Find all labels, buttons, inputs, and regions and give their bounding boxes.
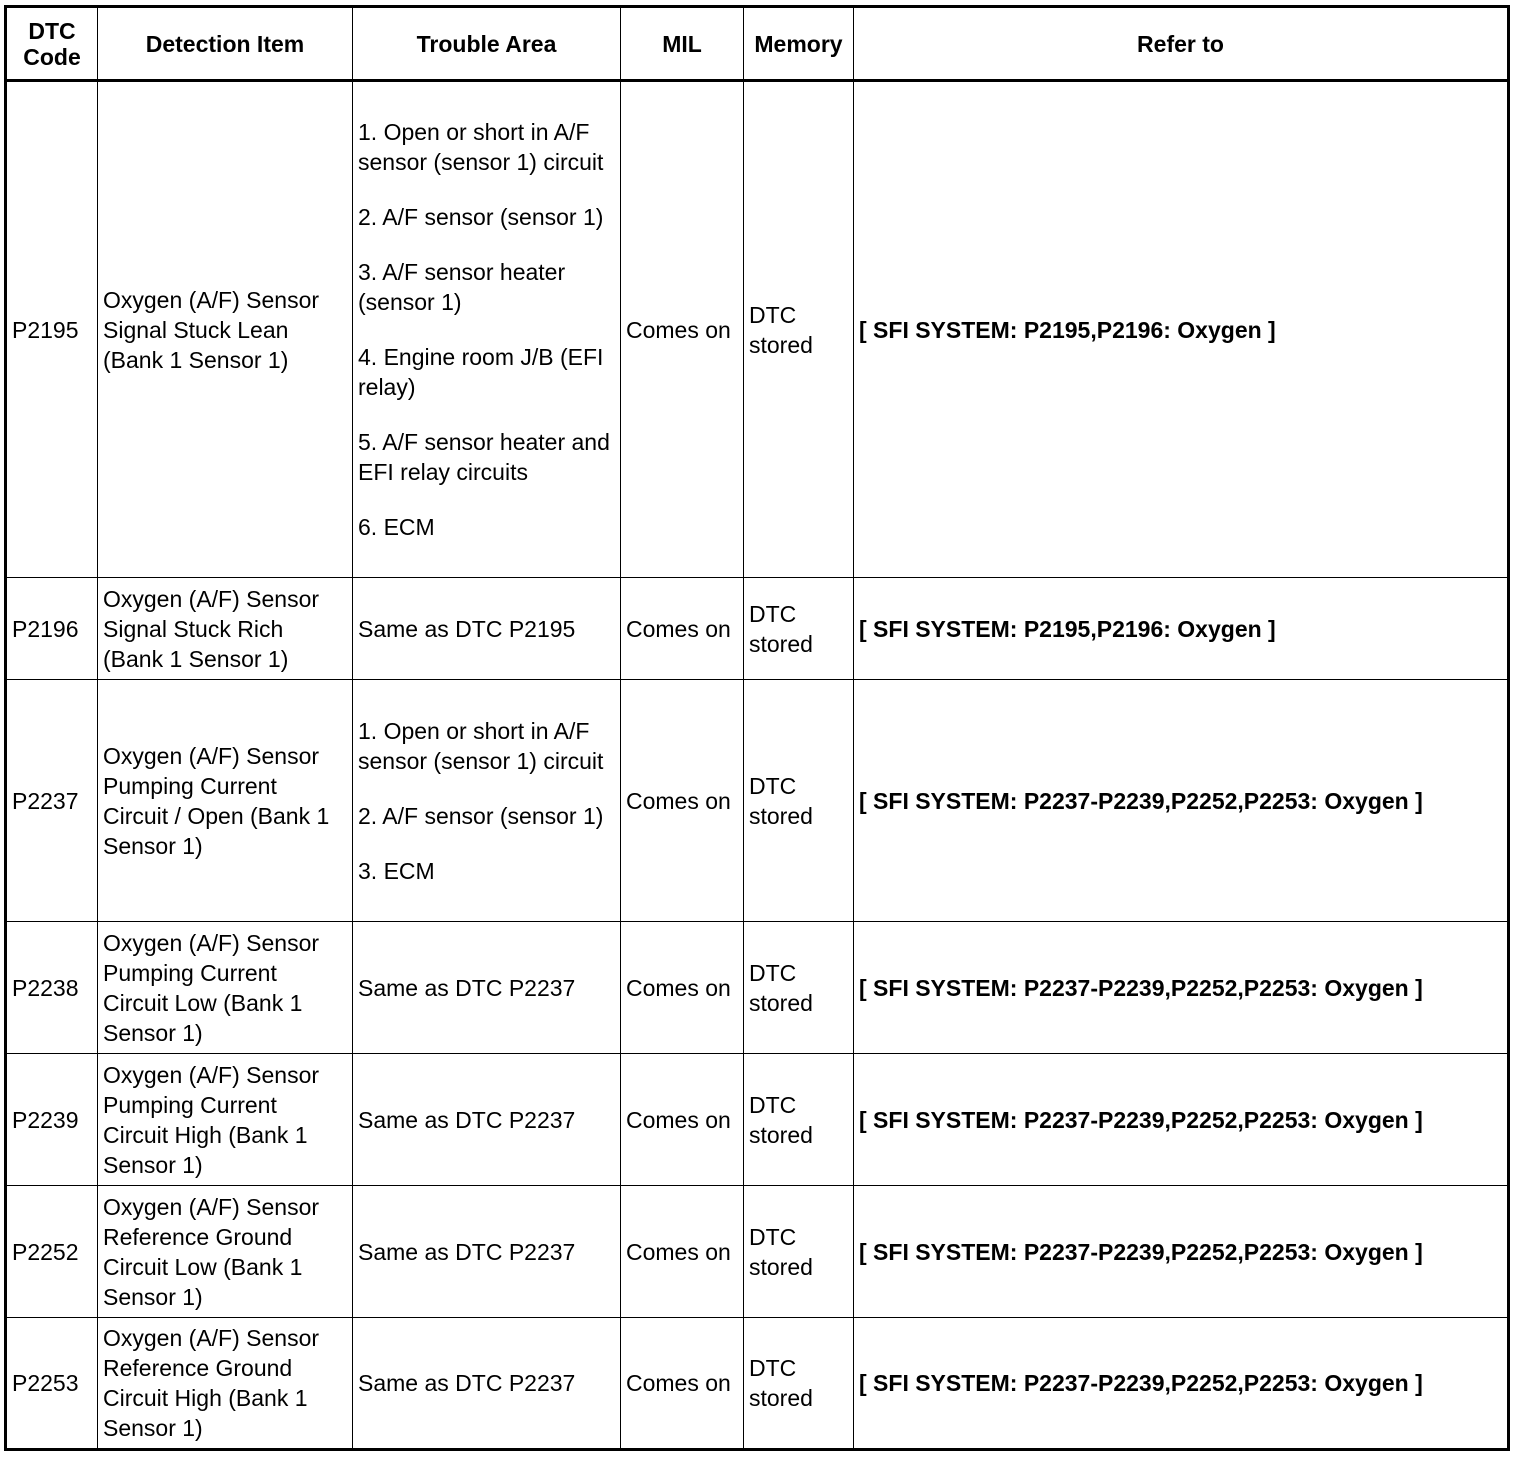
mil-cell: Comes on (621, 1318, 744, 1450)
table-row (6, 680, 1509, 922)
trouble-area-item: 4. Engine room J/B (EFI relay) (358, 344, 604, 400)
trouble-area-item: Same as DTC P2237 (358, 1370, 576, 1396)
table-row (6, 1186, 1509, 1318)
trouble-area-item: Same as DTC P2237 (358, 1106, 576, 1133)
trouble-area-cell (353, 81, 621, 578)
trouble-area-item: 2. A/F sensor (sensor 1) (358, 204, 604, 230)
memory-cell: DTC stored (744, 81, 854, 578)
dtc-code-cell: P2239 (6, 1054, 98, 1186)
detection-item-cell: Oxygen (A/F) Sensor Reference Ground Circuit High (Bank 1 Sensor 1) (98, 1318, 353, 1450)
dtc-code-cell: P2196 (6, 578, 98, 680)
refer-to-link[interactable]: [ SFI SYSTEM: P2195,P2196: Oxygen ] (854, 578, 1509, 680)
memory-cell: DTC stored (744, 578, 854, 680)
trouble-area-item: 5. A/F sensor heater and EFI relay circuits (358, 429, 610, 485)
trouble-area-item: 3. A/F sensor heater (sensor 1) (358, 259, 566, 315)
detection-item-cell: Oxygen (A/F) Sensor Pumping Current Circuit Low (Bank 1 Sensor 1) (98, 922, 353, 1054)
trouble-area-item: 1. Open or short in A/F sensor (sensor 1) circuit (358, 717, 604, 774)
table-row (6, 81, 1509, 578)
trouble-area-item: 1. Open or short in A/F sensor (sensor 1) circuit (358, 119, 604, 175)
trouble-area-cell (353, 922, 621, 1054)
trouble-area-item: Same as DTC P2237 (358, 1238, 576, 1265)
dtc-code-cell: P2237 (6, 680, 98, 922)
dtc-code-cell: P2253 (6, 1318, 98, 1450)
table-row (6, 578, 1509, 680)
header-dtc-code: DTC Code (6, 7, 98, 81)
dtc-table (4, 5, 1510, 1451)
refer-to-link[interactable]: [ SFI SYSTEM: P2237-P2239,P2252,P2253: Oxygen ] (854, 1054, 1509, 1186)
header-row (6, 7, 1509, 81)
refer-to-link[interactable]: [ SFI SYSTEM: P2237-P2239,P2252,P2253: Oxygen ] (854, 922, 1509, 1054)
header-refer-to: Refer to (854, 7, 1509, 81)
memory-cell: DTC stored (744, 1054, 854, 1186)
header-detection-item: Detection Item (98, 7, 353, 81)
memory-cell: DTC stored (744, 922, 854, 1054)
trouble-area-cell (353, 578, 621, 680)
trouble-area-item: 2. A/F sensor (sensor 1) (358, 802, 604, 829)
trouble-area-item: Same as DTC P2237 (358, 974, 576, 1001)
mil-cell: Comes on (621, 680, 744, 922)
header-mil: MIL (621, 7, 744, 81)
refer-to-link[interactable]: [ SFI SYSTEM: P2195,P2196: Oxygen ] (854, 81, 1509, 578)
trouble-area-item: Same as DTC P2195 (358, 615, 576, 642)
trouble-area-cell (353, 1318, 621, 1450)
mil-cell: Comes on (621, 922, 744, 1054)
dtc-code-cell: P2195 (6, 81, 98, 578)
table-row (6, 1318, 1509, 1450)
trouble-area-item: 3. ECM (358, 857, 435, 884)
refer-to-link[interactable]: [ SFI SYSTEM: P2237-P2239,P2252,P2253: Oxygen ] (854, 1318, 1509, 1450)
trouble-area-cell (353, 680, 621, 922)
table-row (6, 922, 1509, 1054)
mil-cell: Comes on (621, 578, 744, 680)
memory-cell: DTC stored (744, 1318, 854, 1450)
detection-item-cell: Oxygen (A/F) Sensor Signal Stuck Lean (Bank 1 Sensor 1) (98, 81, 353, 578)
memory-cell: DTC stored (744, 1186, 854, 1318)
mil-cell: Comes on (621, 1186, 744, 1318)
trouble-area-item: 6. ECM (358, 514, 435, 540)
refer-to-link[interactable]: [ SFI SYSTEM: P2237-P2239,P2252,P2253: Oxygen ] (854, 1186, 1509, 1318)
mil-cell: Comes on (621, 81, 744, 578)
detection-item-cell: Oxygen (A/F) Sensor Pumping Current Circuit High (Bank 1 Sensor 1) (98, 1054, 353, 1186)
refer-to-link[interactable]: [ SFI SYSTEM: P2237-P2239,P2252,P2253: Oxygen ] (854, 680, 1509, 922)
dtc-code-cell: P2238 (6, 922, 98, 1054)
header-trouble-area: Trouble Area (353, 7, 621, 81)
trouble-area-cell (353, 1186, 621, 1318)
trouble-area-cell (353, 1054, 621, 1186)
mil-cell: Comes on (621, 1054, 744, 1186)
detection-item-cell: Oxygen (A/F) Sensor Signal Stuck Rich (Bank 1 Sensor 1) (98, 578, 353, 680)
detection-item-cell: Oxygen (A/F) Sensor Reference Ground Circuit Low (Bank 1 Sensor 1) (98, 1186, 353, 1318)
dtc-code-cell: P2252 (6, 1186, 98, 1318)
detection-item-cell: Oxygen (A/F) Sensor Pumping Current Circuit / Open (Bank 1 Sensor 1) (98, 680, 353, 922)
table-row (6, 1054, 1509, 1186)
header-memory: Memory (744, 7, 854, 81)
memory-cell: DTC stored (744, 680, 854, 922)
